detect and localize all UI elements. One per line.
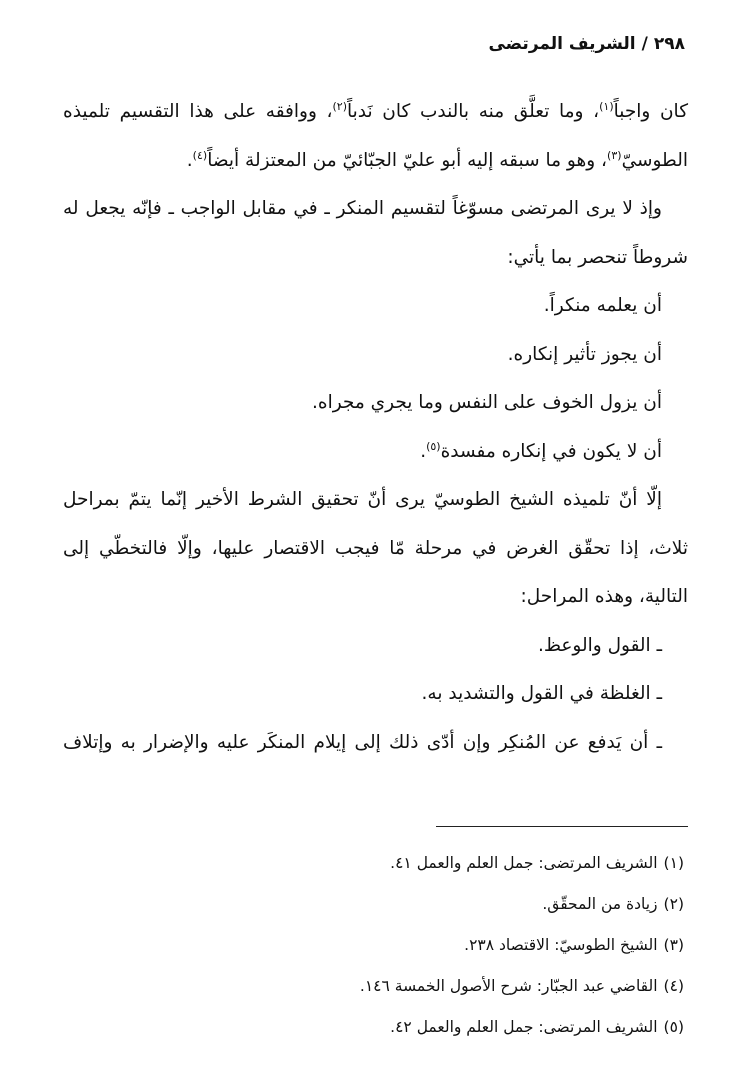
- stage-2: ـ الغلظة في القول والتشديد به.: [421, 683, 662, 704]
- footnote-ref-1: (١): [599, 99, 614, 113]
- footnote-number: (٤): [663, 977, 684, 995]
- paragraph-2-line-2: شروطاً تنحصر بما يأتي:: [507, 246, 688, 268]
- footnote-number: (١): [663, 854, 684, 872]
- footnote-text: الشريف المرتضى: جمل العلم والعمل ٤٢.: [390, 1018, 658, 1036]
- paragraph-3-line-1: إلّا أنّ تلميذه الشيخ الطوسيّ يرى أنّ تحقيق الشرط الأخير إنّما يتمّ بمراحل: [63, 489, 662, 510]
- footnote-ref-4: (٤): [192, 148, 208, 162]
- paragraph-2-line-1: وإذ لا يرى المرتضى مسوّغاً لتقسيم المنكر ـ في مقابل الواجب ـ فإنّه يجعل له: [63, 198, 662, 219]
- footnote-text: القاضي عبد الجبّار: شرح الأصول الخمسة ١٤٦.: [359, 977, 658, 995]
- page-number: ٢٩٨: [653, 34, 685, 54]
- footnote-number: (٣): [663, 936, 684, 954]
- header-separator: /: [641, 34, 648, 54]
- paragraph-1-line-2: الطوسيّ$^{(٣)}$، وهو ما سبقه إليه أبو عليّ الجبّائيّ من المعتزلة أيضاً$^{(٤)}$.: [186, 148, 688, 171]
- footnote-ref-3: (٣): [607, 148, 622, 162]
- paragraph-3-line-2: ثلاث، إذا تحقّق الغرض في مرحلة مّا فيجب الاقتصار عليها، وإلّا فالتخطّي إلى: [63, 537, 688, 559]
- condition-2: أن يجوز تأثير إنكاره.: [507, 343, 662, 365]
- paragraph-3-line-3: التالية، وهذه المراحل:: [520, 586, 688, 607]
- condition-3: أن يزول الخوف على النفس وما يجري مجراه.: [312, 392, 662, 413]
- paragraph-1-line-1: كان واجباً$^{(١)}$، وما تعلَّق منه بالندب كان نَدباً$^{(٢)}$، ووافقه على هذا التقسيم تلميذه: [63, 99, 688, 122]
- footnote-text: الشريف المرتضى: جمل العلم والعمل ٤١.: [390, 854, 658, 872]
- running-header: [488, 34, 685, 54]
- condition-4: أن لا يكون في إنكاره مفسدة$^{(٥)}$.: [420, 439, 662, 462]
- footnote-5: [63, 1007, 688, 1048]
- footnote-1: [63, 843, 688, 884]
- footnote-3: [63, 925, 688, 966]
- footnote-divider: [436, 826, 688, 827]
- footnote-text: زيادة من المحقّق.: [542, 895, 658, 913]
- footnote-4: [63, 966, 688, 1007]
- stage-1: ـ القول والوعظ.: [537, 634, 662, 656]
- stage-3: ـ أن يَدفع عن المُنكِر وإن أدّى ذلك إلى إيلام المنكَر عليه والإضرار به وإتلاف: [63, 731, 662, 753]
- footnotes: [63, 843, 688, 1048]
- footnote-ref-2: (٢): [332, 99, 348, 113]
- header-title: الشريف المرتضى: [488, 34, 636, 54]
- main-text: [63, 88, 688, 767]
- condition-1: أن يعلمه منكراً.: [543, 295, 662, 316]
- footnote-number: (٥): [663, 1018, 684, 1036]
- footnote-ref-5: (٥): [426, 439, 441, 453]
- footnote-text: الشيخ الطوسيّ: الاقتصاد ٢٣٨.: [464, 936, 658, 954]
- footnote-number: (٢): [663, 895, 684, 913]
- footnote-2: [63, 884, 688, 925]
